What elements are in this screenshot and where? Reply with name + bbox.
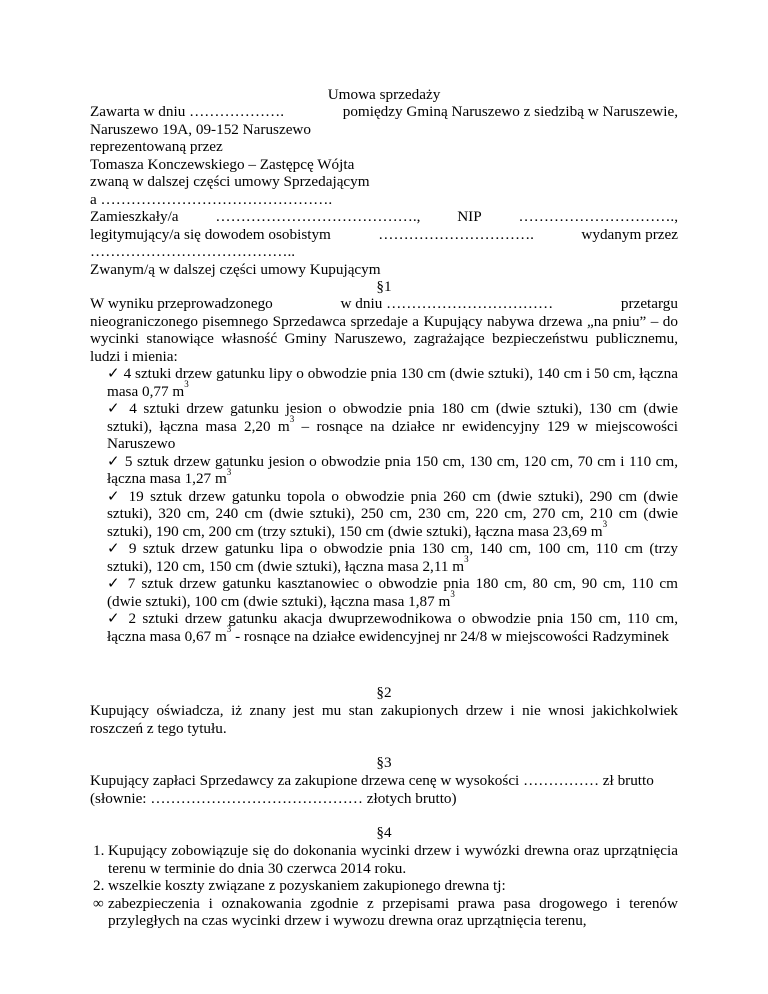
section-3-body bbox=[90, 772, 678, 807]
section-1-paragraph: nieograniczonego pisemnego Sprzedawca sprzedaje a Kupujący nabywa drzewa „na pniu” – do wycinki stanowiące własność Gminy Naruszewo, zagrażające bezpieczeństwu publicznemu, ludzi i mienia: bbox=[90, 312, 678, 365]
intro-buyer-def: Zwanym/ą w dalszej części umowy Kupującym bbox=[90, 260, 381, 278]
intro-and: a ………………………………………. bbox=[90, 190, 333, 208]
tree-list bbox=[90, 365, 678, 645]
tree-list-item: ✓ 5 sztuk drzew gatunku jesion o obwodzie pnia 150 cm, 130 cm, 120 cm, 70 cm i 110 cm, łączna masa 1,27 $m^3$ bbox=[107, 452, 678, 487]
section-3-price-line: Kupujący zapłaci Sprzedawcy za zakupione drzewa cenę w wysokości …………… zł brutto bbox=[90, 772, 654, 789]
section-2-heading: §2 bbox=[376, 684, 392, 701]
section-1-heading: §1 bbox=[376, 278, 392, 295]
section-3-heading: §3 bbox=[376, 754, 392, 771]
tree-list-item: ✓ 7 sztuk drzew gatunku kasztanowiec o obwodzie pnia 180 cm, 80 cm, 90 cm, 110 cm (dwie sztuki), 100 cm (dwie sztuki), łączna masa 1,87 $m^3$ bbox=[107, 575, 678, 610]
numbered-item: 2. wszelkie koszty związane z pozyskaniem zakupionego drewna tj: bbox=[93, 877, 506, 894]
intro-dots: ………………………………….. bbox=[90, 243, 296, 260]
tree-list-item: ✓ 19 sztuk drzew gatunku topola o obwodzie pnia 260 cm (dwie sztuki), 290 cm (dwie sztuki), 320 cm, 240 cm (dwie sztuki), 250 cm, 230 cm, 220 cm, 270 cm, 210 cm (dwie sztuki), 190 cm, 200 cm (trzy sztuki), 150 cm (dwie sztuki), łączna masa 23,69 $m^3$ bbox=[107, 487, 678, 540]
intro-id-line: legitymujący/a się dowodem osobistym …………………………. wydanym przez bbox=[90, 225, 678, 243]
intro-seller-def: zwaną w dalszej części umowy Sprzedającym bbox=[90, 173, 370, 190]
intro-section bbox=[90, 103, 678, 278]
infinity-bullet-icon: ∞ bbox=[93, 894, 104, 912]
check-icon: ✓ bbox=[107, 487, 129, 505]
tree-list-item: ✓ 2 sztuki drzew gatunku akacja dwuprzewodnikowa o obwodzie pnia 150 cm, 110 cm, łączna masa 0,67 $m^3$ - rosnące na działce ewidencyjnej nr 24/8 w miejscowości Radzyminek bbox=[107, 610, 678, 645]
tree-list-item: ✓ 4 sztuki drzew gatunku jesion o obwodzie pnia 180 cm (dwie sztuki), 130 cm (dwie sztuki), łączna masa 2,20 $m^3$ – rosnące na działce nr ewidencyjny 129 w miejscowości Naruszewo bbox=[107, 400, 678, 452]
check-icon: ✓ bbox=[107, 575, 128, 592]
tree-list-item: ✓ 9 sztuk drzew gatunku lipa o obwodzie pnia 130 cm, 140 cm, 100 cm, 110 cm (trzy sztuki), 120 cm, 150 cm (dwie sztuki), łączna masa 2,11 $m^3$ bbox=[107, 540, 678, 575]
section-4-heading: §4 bbox=[376, 824, 392, 841]
check-icon: ✓ bbox=[107, 452, 125, 470]
intro-represented: reprezentowaną przez bbox=[90, 138, 223, 155]
check-icon: ✓ bbox=[107, 540, 129, 557]
check-icon: ✓ bbox=[107, 365, 124, 382]
check-icon: ✓ bbox=[107, 400, 130, 417]
tree-list-item: ✓ 4 sztuki drzew gatunku lipy o obwodzie pnia 130 cm (dwie sztuki), 140 cm i 50 cm, łączna masa 0,77 $m^3$ bbox=[107, 365, 679, 400]
section-4-body bbox=[93, 842, 678, 930]
intro-address: Naruszewo 19A, 09-152 Naruszewo bbox=[90, 120, 311, 138]
section-1-body bbox=[90, 295, 678, 645]
section-2-text: Kupujący oświadcza, iż znany jest mu stan zakupionych drzew i nie wnosi jakichkolwiek roszczeń z tego tytułu. bbox=[90, 702, 678, 737]
section-3-words-line: (słownie: …………………………………… złotych brutto) bbox=[90, 789, 457, 807]
document-title: Umowa sprzedaży bbox=[327, 86, 441, 103]
intro-representative: Tomasza Konczewskiego – Zastępcę Wójta bbox=[90, 155, 355, 173]
intro-residence-line: Zamieszkały/a …………………………………., NIP …………………………., bbox=[90, 208, 678, 225]
bullet-item: ∞ zabezpieczenia i oznakowania zgodnie z przepisami prawa pasa drogowego i terenów przyległych na czas wycinki drzew i wywozu drewna oraz uprzątnięcia terenu, bbox=[93, 894, 678, 929]
section-1-first-line: W wyniku przeprowadzonego w dniu …………………………… przetargu bbox=[90, 295, 678, 312]
intro-line-1: Zawarta w dniu ………………. pomiędzy Gminą Naruszewo z siedzibą w Naruszewie, bbox=[90, 103, 678, 120]
check-icon: ✓ bbox=[107, 610, 129, 627]
numbered-item: 1. Kupujący zobowiązuje się do dokonania wycinki drzew i wywózki drewna oraz uprzątnięcia terenu w terminie do dnia 30 czerwca 2014 roku. bbox=[93, 842, 678, 877]
